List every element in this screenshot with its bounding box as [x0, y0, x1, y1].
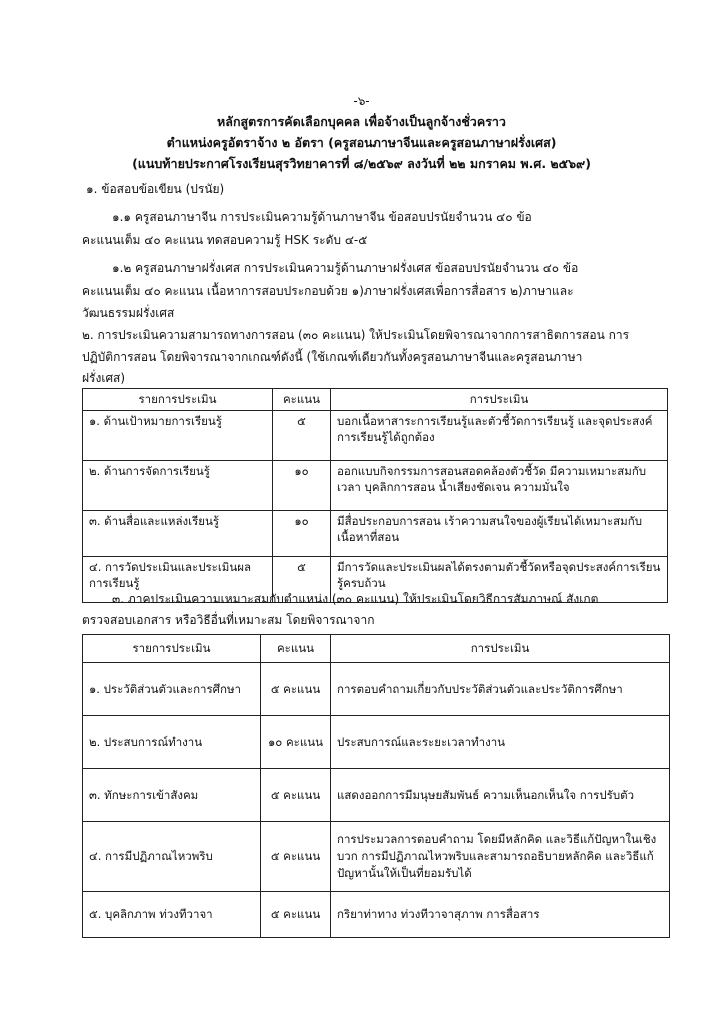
suitability-assessment-table	[82, 634, 670, 938]
header-assessment: การประเมิน	[331, 389, 668, 411]
row-item: ๒. ด้านการจัดการเรียนรู้	[83, 460, 273, 510]
document-title	[0, 111, 723, 174]
row-score: ๕ คะแนน	[261, 822, 331, 892]
row-score: ๕ คะแนน	[261, 892, 331, 938]
row-item: ๑. ประวัติส่วนตัวและการศึกษา	[83, 663, 261, 716]
section1-item2-line3: วัฒนธรรมฝรั่งเศส	[82, 306, 175, 320]
row-desc: มีการวัดและประเมินผลได้ตรงตามตัวชี้วัดหรือจุดประสงค์การเรียนรู้ครบถ้วน	[331, 556, 668, 602]
table-row	[83, 410, 668, 460]
section1-item2-line1: ๑.๒ ครูสอนภาษาฝรั่งเศส การประเมินความรู้ด้านภาษาฝรั่งเศส ข้อสอบปรนัยจำนวน ๔๐ ข้อ	[112, 261, 579, 275]
row-desc: การประมวลการตอบคำถาม โดยมีหลักคิด และวิธีแก้ปัญหาในเชิงบวก การมีปฏิภาณไหวพริบและสามารถอธิบายหลักคิด และวิธีแก้ปัญหานั้นให้เป็นที่ยอมรับได้	[331, 822, 670, 892]
row-score: ๕	[273, 410, 331, 460]
section1-item1-line1: ๑.๑ ครูสอนภาษาจีน การประเมินความรู้ด้านภาษาจีน ข้อสอบปรนัยจำนวน ๔๐ ข้อ	[112, 210, 532, 224]
row-desc: ออกแบบกิจกรรมการสอนสอดคล้องตัวชี้วัด มีความเหมาะสมกับเวลา บุคลิกการสอน น้ำเสียงชัดเจน ความมั่นใจ	[331, 460, 668, 510]
table-row	[83, 716, 670, 769]
row-item: ๒. ประสบการณ์ทำงาน	[83, 716, 261, 769]
table-row	[83, 769, 670, 822]
teaching-assessment-table	[82, 388, 668, 603]
row-score: ๕	[273, 556, 331, 602]
section1-item1-line2: คะแนนเต็ม ๔๐ คะแนน ทดสอบความรู้ HSK ระดับ ๔-๕	[82, 233, 368, 247]
row-score: ๕ คะแนน	[261, 769, 331, 822]
row-desc: ประสบการณ์และระยะเวลาทำงาน	[331, 716, 670, 769]
table-row	[83, 663, 670, 716]
row-item: ๔. การมีปฏิภาณไหวพริบ	[83, 822, 261, 892]
row-desc: กริยาท่าทาง ท่วงทีวาจาสุภาพ การสื่อสาร	[331, 892, 670, 938]
page-number: -๖-	[353, 94, 370, 108]
row-item: ๔. การวัดประเมินและประเมินผลการเรียนรู้	[83, 556, 273, 602]
table-row	[83, 892, 670, 938]
row-desc: การตอบคำถามเกี่ยวกับประวัติส่วนตัวและประวัติการศึกษา	[331, 663, 670, 716]
header-score: คะแนน	[261, 635, 331, 663]
section1-heading: ๑. ข้อสอบข้อเขียน (ปรนัย)	[86, 182, 225, 196]
header-item: รายการประเมิน	[83, 635, 261, 663]
header-item: รายการประเมิน	[83, 389, 273, 411]
section2-line3: ฝรั่งเศส)	[82, 371, 126, 385]
row-item: ๓. ทักษะการเข้าสังคม	[83, 769, 261, 822]
row-score: ๑๐	[273, 460, 331, 510]
header-assessment: การประเมิน	[331, 635, 670, 663]
section3-line1: ๓. ภาคประเมินความเหมาะสมกับตำแหน่ง (๓๐ คะแนน) ให้ประเมินโดยวิธีการสัมภาษณ์ สังเกต	[112, 592, 599, 606]
title-line-2: ตำแหน่งครูอัตราจ้าง ๒ อัตรา (ครูสอนภาษาจีนและครูสอนภาษาฝรั่งเศส)	[166, 135, 557, 150]
row-desc: มีสื่อประกอบการสอน เร้าความสนใจของผู้เรียนได้เหมาะสมกับเนื้อหาที่สอน	[331, 510, 668, 556]
table-row	[83, 510, 668, 556]
row-desc: บอกเนื้อหาสาระการเรียนรู้และตัวชี้วัดการเรียนรู้ และจุดประสงค์การเรียนรู้ได้ถูกต้อง	[331, 410, 668, 460]
row-score: ๕ คะแนน	[261, 663, 331, 716]
row-score: ๑๐	[273, 510, 331, 556]
section3-line2: ตรวจสอบเอกสาร หรือวิธีอื่นที่เหมาะสม โดยพิจารณาจาก	[82, 613, 375, 627]
row-item: ๓. ด้านสื่อและแหล่งเรียนรู้	[83, 510, 273, 556]
row-score: ๑๐ คะแนน	[261, 716, 331, 769]
section1-item2-line2: คะแนนเต็ม ๔๐ คะแนน เนื้อหาการสอบประกอบด้วย ๑)ภาษาฝรั่งเศสเพื่อการสื่อสาร ๒)ภาษาและ	[82, 284, 574, 298]
row-desc: แสดงออกการมีมนุษยสัมพันธ์ ความเห็นอกเห็นใจ การปรับตัว	[331, 769, 670, 822]
table-row	[83, 460, 668, 510]
header-score: คะแนน	[273, 389, 331, 411]
table-row	[83, 822, 670, 892]
row-item: ๑. ด้านเป้าหมายการเรียนรู้	[83, 410, 273, 460]
title-line-1: หลักสูตรการคัดเลือกบุคคล เพื่อจ้างเป็นลูกจ้างชั่วคราว	[217, 114, 506, 129]
title-line-3: (แนบท้ายประกาศโรงเรียนสุรวิทยาคารที่ ๘/๒๕๖๙ ลงวันที่ ๒๒ มกราคม พ.ศ. ๒๕๖๙)	[132, 156, 591, 171]
table-header-row	[83, 635, 670, 663]
section2-line2: ปฏิบัติการสอน โดยพิจารณาจากเกณฑ์ดังนี้ (ใช้เกณฑ์เดียวกันทั้งครูสอนภาษาจีนและครูสอนภาษา	[82, 350, 583, 364]
row-item: ๕. บุคลิกภาพ ท่วงทีวาจา	[83, 892, 261, 938]
section2-line1: ๒. การประเมินความสามารถทางการสอน (๓๐ คะแนน) ให้ประเมินโดยพิจารณาจากการสาธิตการสอน การ	[82, 328, 630, 342]
table-header-row	[83, 389, 668, 411]
